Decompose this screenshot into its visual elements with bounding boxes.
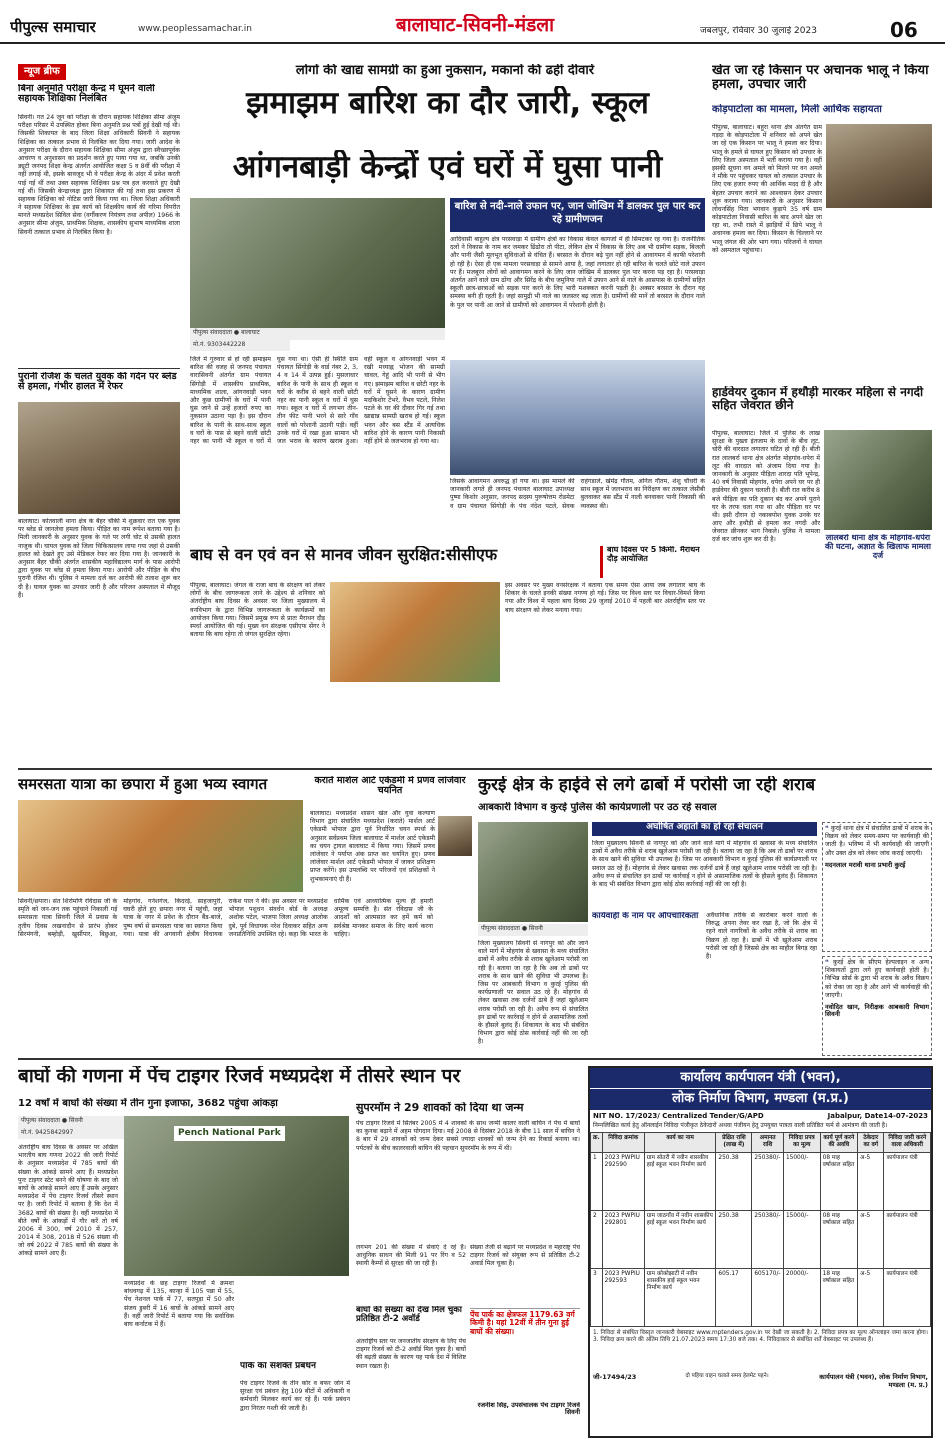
- flood-bridge-photo: [450, 360, 705, 475]
- tender-code: जी-17494/23: [593, 1372, 637, 1381]
- martial-body: बालाघाट। मध्यप्रदेश शासन खेल और युवा कल्याण विभाग द्वारा संचालित मध्यप्रदेश (कराते) मार्शल आर्ट एकेडमी भोपाल द्वारा पूर्व निर्धारित चयन स्पर्धा के अनुसार सर्वप्रथम जिला बालाघाट में मार्शल आर्ट एकेडमी का चयन ट्रायल बालाघाट में किया गया। जिसमें प्रणव लांजेवार ने पर्याप्त अंक प्राप्त कर चयनित हुए। प्रणव लांजेवार मार्शल आर्ट एकेडमी भोपाल में जाकर प्रशिक्षण प्राप्त करेंगे। इस उपलब्धि पर परिजनों एवं प्रशिक्षकों ने शुभकामनाएं दी हैं।: [310, 810, 435, 883]
- tender-cell: 2023 PWPIU 292590: [602, 1152, 644, 1210]
- liquor-side-quote-1: [822, 822, 932, 952]
- liquor-side-text-2: कुरई क्षेत्र के सीएम हेल्पलाइन व अन्य शिकायतों द्वारा लगे हुए कार्यवाही होती है। विभिन्न सोर्स के द्वारा भी शराब के अवैध विक्रय को रोका जा रहा है और आगे भी कार्यवाही की जाएगी।: [825, 959, 929, 999]
- brief-headline-1[interactable]: बिना अनुमति परीक्षा केन्द्र में घूमने वाली सहायक शिक्षिका निलंबित: [18, 84, 155, 105]
- tiger-count-mobile: मो.नं. 9425842997: [18, 1128, 128, 1139]
- tender-cell: 20000/-: [783, 1268, 820, 1326]
- tender-intro: निम्नलिखित कार्य हेतु ऑनलाईन निविदा पंजीकृत ठेकेदारों अथवा पंजीयन हेतु उपयुक्त पात्रता वाली प्रतिष्ठित फर्म से आमंत्रण की जाती है।: [593, 1122, 888, 1130]
- tender-footline: दो पहिया वाहन चलाते समय हेलमेट पहने।: [685, 1372, 769, 1379]
- robbery-body: पीपुल्स, बालाघाट। जिले में पुलिस के लाख सुरक्षा के पुख्ता इंतजाम के दावों के बीच लूट, चोरी की वारदात लगातार घटित हो रही हैं। बीती रात लालबर्रा थाना क्षेत्र अंतर्गत मोहगांव-धपेरा में लूट की वारदात को अंजाम दिया गया है। जानकारी के अनुसार पीड़िता शारदा पति भूपेन्द्र, 40 वर्ष निवासी मोहगांव, धपेरा अपने घर पर ही हार्डवेयर की दुकान चलाती है। बीती रात करीब 8 बजे पीड़िता का पति दुकान बंद कर अपने पुराने घर के तरफ चला गया था और पीड़िता घर पर थी। इसी दौरान दो नकाबपोश युवक उनके घर आए और हथौड़ी से हमला कर नगदी और जेवरात छीनकर भाग निकले। पुलिस ने मामला दर्ज कर जांच शुरू कर दी है।: [712, 430, 820, 544]
- tender-cell: 2: [591, 1210, 603, 1268]
- liquor-bar: अघोषित अहातों का हो रहा संचालन: [592, 822, 817, 836]
- quote-icon: ❝: [825, 825, 831, 832]
- tiger-day-body: पीपुल्स, बालाघाट। जंगल के राजा बाघ के संरक्षण को लेकर लोगों के बीच जागरूकता लाने के उद्देश्य से शनिवार को अंतर्राष्ट्रीय बाघ दिवस के अवसर पर जिला मुख्यालय में वनविभाग के द्वारा विभिन्न जागरूकता के कार्यक्रमों का आयोजन किया गया। जिसमें प्रमुख रूप से प्रातः मैराथन दौड़ स्पर्धा आयोजित की गई। मुख्य वन संरक्षक एसीएफ सेंगर ने बताया कि बाघ रहेगा तो जंगल सुरक्षित रहेगा।: [190, 582, 325, 639]
- tender-cell: 1: [591, 1152, 603, 1210]
- quote-icon: ❝: [825, 959, 833, 966]
- tender-title-1: कार्यालय कार्यपालन यंत्री (भवन),: [590, 1068, 931, 1088]
- park-management-sub: पार्क का सशक्त प्रबंधन: [240, 1362, 316, 1371]
- bear-body: पीपुल्स, बालाघाट। बहुरा थाना क्षेत्र अंतर्गत ग्राम गड़दा के कोड़पाटोला में शनिवार को अपने खेत जा रहे एक किसान पर भालू ने हमला कर दिया। भालू के हमले से घायल हुए किसान को उपचार के लिए जिला अस्पताल में भर्ती कराया गया है। वहीं इसकी सूचना वन अमले को मिलने पर वन अमले ने मौके पर पहुंचकर घायल को तत्काल उपचार के लिए एक हजार रुपए की आर्थिक मदद दी है और बेहतर उपचार कराने का आश्वासन देकर उपचार शुरू कराया गया। जानकारी के अनुसार किसान लोधनसिंह पिता भगवान कुड़ापे 35 वर्ष ग्राम कोड़पाटोला निवासी बारिश के बाद अपने खेत जा रहा था, तभी रास्ते में झाड़ियों में छिपे भालू ने अचानक हमला कर दिया। किसान के चिल्लाने पर भालू जंगल की ओर भाग गया। परिजनों ने घायल को अस्पताल पहुंचाया।: [712, 124, 822, 254]
- t2-award-body-2: संख्या तेजी से बढ़ाने पर मध्यप्रदेश व महाराष्ट्र पेंच टाइगर रिजर्व को संयुक्त रूप से प्रतिष्ठित टी-2 अवार्ड मिल चुका है।: [470, 1244, 580, 1268]
- tender-cell: 2023 PWPIU 292593: [602, 1268, 644, 1326]
- tender-cell: 08 माह वर्षाकाल सहित: [820, 1152, 857, 1210]
- lead-byline: पीपुल्स संवाददाता ● बालाघाट: [190, 328, 445, 340]
- liquor-headline[interactable]: कुरई क्षेत्र के हाईवे से लगे ढाबों में परोसी जा रही शराब: [478, 776, 816, 795]
- brief-text-1: सिवनी। गत 24 जून को परीक्षा के दौरान सहायक शिक्षिका सीमा अंजुम परीक्षा परिसर में उपस्थित होकर बिना अनुमति प्रश्न पत्रों हुई देखी गई थी। जिसकी शिकायत के बाद जिला शिक्षा अधिकारी सिवनी ने सहायक शिक्षिका का तत्काल प्रभाव से निलंबित कर दिया गया। जारी आदेश के अनुसार परीक्षा के दौरान सहायक शिक्षिका सीमा अंजुम द्वारा स्वैच्छापूर्वक आचरण व अनुशासन का प्रदर्शन करते हुए पाया गया था, जबकि उनकी ड्यूटी जनपद शिक्षा केन्द्र अंतर्गत आयोजित कक्षा 5 व 8वीं की परीक्षा में नहीं लगाई थी, इसके बावजूद भी वे परीक्षा केन्द्र के अंदर में प्रवेश करती पाई गई थीं तथा उक्त सहायक शिक्षिका प्रश्न पत्र हल करवाते हुए देखी गई थीं। जिसकी केन्द्राध्यक्ष द्वारा शिकायत की गई तथा इस प्रकरण में सहायक शिक्षिका को नोटिस जारी किया गया था। जिला शिक्षा अधिकारी ने सहायक शिक्षिका के इस कार्य को शिक्षकीय कार्य की गरिमा विपरीत मानते मध्यप्रदेश सिविल सेवा (वर्गीकरण नियंत्रण तथा अपील) 1966 के अनुसार सीमा अंजुम, प्राथमिक शिक्षक, शासकीय सुभाष माध्यमिक शाला सिवनी तत्काल प्रभाव से निलंबित किया है।: [18, 114, 180, 236]
- masthead: [0, 0, 945, 44]
- tender-th: प्रेक्षित राशि (लाख में): [716, 1133, 752, 1152]
- robbery-photo-caption: लालबर्रा थाना क्षेत्र के मोहगांव-धपेरा की घटना, अज्ञात के खिलाफ मामला दर्ज: [825, 534, 931, 560]
- tender-th: कार्य पूर्ण करने की अवधि: [820, 1133, 857, 1152]
- tender-cell: ग्राम सोतरी में नवीन शासकीय हाई स्कूल भवन निर्माण कार्य: [644, 1152, 716, 1210]
- table-row: [591, 1210, 931, 1268]
- table-row: [591, 1152, 931, 1210]
- lead-kicker: लोगों की खाद्य सामग्री का हुआ नुकसान, मकानों की ढहीं दीवारें: [295, 64, 595, 78]
- bear-subheadline: कोड़पाटोला का मामला, मिली आर्थिक सहायता: [712, 104, 882, 115]
- tiger-count-sign: रजनीश सिंह, उपसंचालक पेंच टाइगर रिजर्व सिवनी: [477, 1402, 580, 1417]
- lead-body: जिले में गुरुवार से हो रही झमाझम बारिश की वजह से जनपद पंचायत वारासिवनी अंतर्गत ग्राम पंचायत सिंगोड़ी में शासकीय प्राथमिक, माध्यमिक शाला, आंगनवाड़ी भवन और कुछ ग्रामीणों के घरों में पानी घुस जाने से उन्हें हजारों रुपए का नुकसान उठाना पड़ा है। इस दौरान बारिश के पानी के साथ-साथ स्कूल व घरों के पास से बहने वाली छोटी नहर का पानी भी स्कूल व घरों में घुस गया था। ऐसी ही स्थिति ग्राम पंचायत सिंगोड़ी के वार्ड नंबर 2, 3, 4 व 14 में उत्पन्न हुई। मुसलाधार बारिश के पानी के साथ ही स्कूल व घरों के करीब से बहने वाली छोटी नहर का पानी स्कूल व घरों में घुस गया। स्कूल व घरों में लगभग तीन-तीन फीट पानी भरने से सारे गाँव वालों को परेशानी उठानी पड़ी। वहीं उनके घरों में रखा हुआ सामान भी जल भराव के कारण खराब हुआ। वहीं स्कूल व आंगनवाड़ी भवन में रखी मध्याह्न भोजन की सामग्री चावल, गेहूं आदि भी पानी से भीग गए। झमाझम बारिश व छोटी नहर के घरों में घुसने के कारण ग्रामीण मदकिशोर टेंभरे, वैभव पटले, निलेश पटले के घर की दीवार गिर गई तथा खाद्यान्न सामग्री खराब हो गई। स्कूल भवन और बस स्टैंड में अत्यधिक बारिश होने के कारण पानी निकासी नहीं होने से जलभराव हो गया था।: [190, 356, 445, 445]
- tender-cell: 250380/-: [752, 1210, 784, 1268]
- student-photo: [438, 816, 472, 856]
- flood-body: आदिवासी बाहुल्य क्षेत्र परसवाड़ा में ग्रामीण क्षेत्रों का विकास केवल कागजों में ही सिमटकर रह गया है। राजनीतिक दलों ने विकास के नाम कर जमकर ढिंढोरा तो पीटा, लेकिन क्षेत्र में विकास के लिए अब भी ग्रामीण सड़क, बिजली और पानी जैसी मूलभूत सुविधाओं से वंचित हैं। बरसात के दौरान बढ़े पुल नहीं होने से आवागमन में काफी परेशानी हो रही है। ऐसा ही एक मामला परसवाड़ा से सामने आया है, जहां लगातार हो रही बारिश के चलते छोटे नाले उफान पर हैं। मजबूरन लोगों को आवागमन करने के लिए जान जोखिम में डालकर पुल पार करना पड़ रहा है। परसवाड़ा अंतर्गत आने वाले ग्राम ढोंगा और सिरेंद्र के बीच जमुनिया नाले में उफान आने से नाले के आसपास के ग्रामीणों सहित स्कूली छात्र-छात्राओं को सड़क पार करने के लिए भारी मशक्कत करनी पड़ती है। अक्सर बरसात के दौरान यह समस्या बनी ही रहती है। जहां सामुद्री भी नाले का जलस्तर बढ़ जाता है। ग्रामीणों की मानें तो बरसात के दौरान नाले के पुल पर पानी आ जाने से ग्रामीणों को आवागमन में परेशानी होती है।: [450, 236, 705, 309]
- tender-cell: कार्यपालन यंत्री: [884, 1210, 931, 1268]
- pench-info-box: पेंच पार्क का क्षेत्रफल 1179.63 वर्ग किमी है। यहां 12वीं में तीन गुना हुई बाघों की संख्या।: [470, 1308, 580, 1398]
- liquor-body: जिला मुख्यालय सिवनी से नागपुर को और जाने वाले मार्ग में मोहगांव से खवासा के मध्य संचालित ढाबों में अवैध तरीके से शराब खुलेआम परोसी जा रही है। बताया जा रहा है कि अब तो ढाबों पर शराब के साथ खाने की सुविधा भी उपलब्ध है। जिस पर आबकारी विभाग व कुरई पुलिस की कार्यप्रणाली पर सवाल उठ रहे हैं। मोहगांव से लेकर खवासा तक दर्जनों ढाबे हैं जहां खुलेआम शराब परोसी जा रही है। अवैध रूप से संचालित इन ढाबों पर कार्रवाई न होने से असामाजिक तत्वों के हौसले बुलंद हैं। शिकायत के बाद भी संबंधित विभाग द्वारा कोई ठोस कार्रवाई नहीं की जा रही है।: [592, 840, 817, 888]
- tender-sign: कार्यपालन यंत्री (भवन), लोक निर्माण विभाग, मण्डला (म. प्र.): [819, 1372, 928, 1389]
- tender-th: निविदा प्रपत्र का मूल्य: [783, 1133, 820, 1152]
- tiger-count-body-2: मध्यप्रदेश के छह टाइगर रिजर्वों में क्रमशः बांधवगढ़ में 135, कान्हा में 105 पन्ना में 55, पेंच नेशनल पार्क में 77, सतपुड़ा में 50 और संजय डुबरी में 16 बाघों के आंकड़े सामने आए हैं। वहीं जारी रिपोर्ट में बताया गया कि सर्वाधिक बाघ कर्नाटक में हैं।: [124, 1280, 234, 1328]
- dateline: जबलपुर, रविवार 30 जुलाई 2023: [700, 26, 817, 36]
- tender-cell: अ-5: [858, 1210, 884, 1268]
- website-link[interactable]: www.peoplessamachar.in: [138, 24, 252, 34]
- lead-headline-2[interactable]: आंगनबाड़ी केन्द्रों एवं घरों में घुसा पानी: [232, 150, 663, 185]
- newspaper-logo: पीपुल्स समाचार: [10, 18, 96, 36]
- liquor-sign-2: नवोदित खान, निरीक्षक आबकारी विभाग सिवनी: [825, 1002, 929, 1019]
- tender-th: निविदा जारी करने वाला अधिकारी: [884, 1133, 931, 1152]
- t2-award-body: अंतर्राष्ट्रीय स्तर पर जनजातीय संरक्षण के लिए पेंच टाइगर रिजर्व को टी-2 अवॉर्ड मिल चुका है। बाघों की बढ़ती संख्या के कारण यह पार्क देश में विशिष्ट स्थान रखता है।: [356, 1338, 466, 1370]
- page-number: 06: [890, 18, 918, 42]
- table-row: [591, 1268, 931, 1326]
- martial-headline[interactable]: कराते मार्शल आर्ट एकेडमी में प्रणव लांजेवार चयनित: [314, 776, 466, 797]
- tender-table: [590, 1132, 931, 1326]
- liquor-body-extra: जिला मुख्यालय सिवनी से नागपुर को और जाने वाले मार्ग में मोहगांव से खवासा के मध्य संचालित ढाबों में अवैध तरीके से शराब खुलेआम परोसी जा रही है। बताया जा रहा है कि अब तो ढाबों पर शराब के साथ खाने की सुविधा भी उपलब्ध है। जिस पर आबकारी विभाग व कुरई पुलिस की कार्यप्रणाली पर सवाल उठ रहे हैं। मोहगांव से लेकर खवासा तक दर्जनों ढाबे हैं जहां खुलेआम शराब परोसी जा रही है। अवैध रूप से संचालित इन ढाबों पर कार्रवाई न होने से असामाजिक तत्वों के हौसले बुलंद हैं। शिकायत के बाद भी संबंधित विभाग द्वारा कोई ठोस कार्रवाई नहीं की जा रही है।: [478, 940, 588, 1046]
- flooded-school-photo: [190, 198, 445, 328]
- liquor-side-quote-2: [822, 956, 932, 1056]
- tender-date: Jabalpur, Date14-07-2023: [827, 1111, 928, 1120]
- t2-award-headline[interactable]: बाघों की संख्या को देख मिल चुका प्रतिष्ठित टी-2 अवॉर्ड: [356, 1306, 462, 1325]
- liquor-side-text-1: कुरई थाना क्षेत्र में संचालित ढाबों में शराब के विक्रय को लेकर समय-समय पर कार्यवाही की जाती है। भविष्य में भी कार्यवाही की जाएगी और उक्त क्षेत्र को लेकर जांच कराई जाएगी।: [825, 825, 929, 857]
- tender-cell: ग्राम जाठगाँव में नवीन शासकीय हाई स्कूल भवन निर्माण कार्य: [644, 1210, 716, 1268]
- liquor-byline: पीपुल्स संवाददाता ● सिवनी: [478, 924, 588, 936]
- hospital-photo: [18, 402, 180, 514]
- tender-th: क्र.: [591, 1133, 603, 1152]
- news-brief-label: न्यूज ब्रीफ: [18, 64, 66, 80]
- tender-cell: 3: [591, 1268, 603, 1326]
- section-divider: [18, 768, 932, 770]
- tender-footer: [590, 1371, 931, 1391]
- liquor-sign-1: मदनलाल मरावी थाना प्रभारी कुरई: [825, 860, 906, 869]
- tender-cell: ग्राम कोकोझाटी में नवीन शासकीय हाई स्कूल भवन निर्माण कार्य: [644, 1268, 716, 1326]
- tiger-day-body-2: इस अवसर पर मुख्य वनसंरक्षक ने बताया एक समय ऐसा आया जब लगातार बाघ के शिकार के चलते इनकी संख्या नगण्य हो गई। जिस पर विश्व स्तर पर विचार-विमर्श किया गया और विश्व में पहला बाघ दिवस 29 जुलाई 2010 में पहली बार अंतर्राष्ट्रीय स्तर पर बाघ संरक्षण को लेकर मनाया गया।: [505, 582, 705, 614]
- tender-cell: 250.38: [716, 1210, 752, 1268]
- tender-th: ठेकेदार का वर्ग: [858, 1133, 884, 1152]
- tiger-count-byline: पीपुल्स संवाददाता ● सिवनी: [18, 1116, 168, 1128]
- tiger-day-headline[interactable]: बाघ से वन एवं वन से मानव जीवन सुरक्षित:सीसीएफ: [190, 546, 498, 564]
- robbery-headline[interactable]: हार्डवेयर दुकान में हथौड़ी मारकर महिला से नगदी सहित जेवरात छीने: [712, 386, 924, 413]
- pench-label: Pench National Park: [174, 1126, 285, 1141]
- tender-ref-row: [590, 1110, 931, 1123]
- lead-headline-1[interactable]: झमाझम बारिश का दौर जारी, स्कूल: [246, 86, 649, 121]
- injured-farmer-photo: [826, 124, 932, 208]
- tender-notes: 1. निविदा से संबंधित विस्तृत जानकारी वेबसाइट www.mptenders.gov.in पर देखी जा सकती है। 2. निविदा प्रपत्र का मूल्य ऑनलाइन जमा करना होगा। 3. निविदा क्रय करने की अंतिम तिथि 21.07.2023 समय 17:30 बजे तक। 4. निविदाकार से संबंधित शर्तें वेबसाइट पर उपलब्ध हैं।: [593, 1329, 928, 1344]
- bear-headline[interactable]: खेत जा रहे किसान पर अचानक भालू ने किया हमला, उपचार जारी: [712, 64, 929, 93]
- dhaba-photo: [478, 822, 588, 922]
- brief-headline-2[interactable]: पुरानी रंजिश के चलते युवक की गर्दन पर ब्लेड से हमला, गंभीर हालत में रेफर: [18, 372, 177, 393]
- tender-cell: 15000/-: [783, 1210, 820, 1268]
- tender-cell: अ-5: [858, 1268, 884, 1326]
- liquor-bar-2: कार्यवाही के नाम पर औपचारिकता: [592, 912, 699, 921]
- section-title: बालाघाट-सिवनी-मंडला: [395, 14, 555, 36]
- divider: [18, 368, 180, 369]
- tender-cell: 08 माह वर्षाकाल सहित: [820, 1210, 857, 1268]
- tiger-day-side: बाघ दिवस पर 5 किमी. मैराथन दौड़ आयोजित: [600, 546, 705, 578]
- tender-nit: NIT NO. 17/2023/ Centralized Tender/G/APD: [593, 1111, 764, 1120]
- samrasta-body: सिवनी/छपारा। संत शिरोमणि रविदास जी के स्मृति को जन-जन तक पहुंचाने निकाली गई समरसता यात्रा सिवनी जिले में प्रवास के तृतीय दिवस लखनादौन से प्रारंभ होकर सिरमंगनी, बम्होड़ी, खुर्सीपार, बिछुआ, मोहगांव, गनेशगंज, किंदरई, साहजापुरी, घघरी होते हुए छपारा नगर में पहुंची, जहां यात्रा के नगर में प्रवेश के दौरान बैंड-बाजे, पुष्प वर्षा से समरसता यात्रा का स्वागत किया गया। यात्रा की अगवानी क्षेत्रीय विधायक राकेश पाल ने की। इस अवसर पर मध्यप्रदेश भोपाल पशुधन संवर्धन बोर्ड के अध्यक्ष अशोक पटेल, भाजपा जिला अध्यक्ष आलोक दुबे, पूर्व विधायक नरेश दिवाकर सहित अन्य जनप्रतिनिधि उपस्थित रहे। कहा कि भारत के धार्मिक एवं आध्यात्मिक मूल्य ही हमारी अमूल्य सम्पत्ति है। संत रविदास जी के आदर्शों को आत्मसात कर हमें कर्म को सर्वश्रेष्ठ मानकर समाज के लिए कार्य करना चाहिए।: [18, 898, 433, 938]
- tender-cell: कार्यपालन यंत्री: [884, 1152, 931, 1210]
- supermom-body-2: लगभग 201 की संख्या में सेवाएं दे रहे हैं। आधुनिक साधन की मिली 91 पर रिंग व 52 स्थायी कैम्पों से सुरक्षा की जा रही है।: [356, 1244, 466, 1268]
- tender-th: निविदा क्रमांक: [602, 1133, 644, 1152]
- robbery-scene-photo: [824, 430, 932, 530]
- tender-cell: अ-5: [858, 1152, 884, 1210]
- samrasta-photo: [18, 800, 303, 892]
- tender-cell: 2023 PWPIU 292801: [602, 1210, 644, 1268]
- tender-cell: 15000/-: [783, 1152, 820, 1210]
- section-divider-2: [18, 1058, 932, 1060]
- samrasta-headline[interactable]: समरसता यात्रा का छपारा में हुआ भव्य स्वागत: [18, 776, 268, 793]
- tender-cell: 18 माह वर्षाकाल सहित: [820, 1268, 857, 1326]
- tiger-count-body-3: पेंच टाइगर रिजर्व के तीन कोर व बफर जोन में सुरक्षा एवं प्रबंधन हेतु 109 बीटों में अधिकारी व कर्मचारी मिलकर कार्य कर रहे हैं। पार्क प्रबंधन द्वारा निरंतर गश्ती की जाती है।: [240, 1380, 350, 1412]
- supermom-body: पेंच टाइगर रिजर्व में सितंबर 2005 में 4 शावकों के साथ जन्मी कालर वाली बाघिन ने पेंच में बाघों का कुनबा बढ़ाने में अहम योगदान दिया। मई 2008 से दिसंबर 2018 के बीच 11 साल में बाघिन ने 8 बार में 29 शावकों को जन्म देकर सबसे ज्यादा शावकों को जन्म देने का रिकार्ड बनाया था। पर्यटकों के बीच कालरवाली बाघिन की पहचान सुपरमॉम के रूप में थी।: [356, 1120, 580, 1152]
- flood-body-2: जिसके आवागमन अवरुद्ध हो गया था। इस मामले की जानकारी लगते ही जनपद पंचायत बालाघाट उपाध्यक्ष पुष्पा किशोर अनुसार, जनपद सदस्य पुरूषोत्तम रोडमेटा व ग्राम पंचायत सिंगोड़ी के पंच नंदेश पटले, सेवक राहंगडाले, खेमेंद्र गौतम, अनिल गौतम, शेशु चौधरी के साथ स्कूल में जलभराव का निरीक्षण कर तत्काल जेसीबी बुलवाकर बस स्टैंड में नाली बनवाकर पानी निकासी की व्यवस्था की।: [450, 478, 705, 510]
- tender-title-2: लोक निर्माण विभाग, मण्डला (म.प्र.): [590, 1088, 931, 1109]
- tender-header-row: [591, 1133, 931, 1152]
- supermom-headline[interactable]: सुपरमॉम ने 29 शावकों को दिया था जन्म: [356, 1102, 524, 1114]
- tiger-count-headline[interactable]: बाघों की गणना में पेंच टाइगर रिजर्व मध्यप्रदेश में तीसरे स्थान पर: [18, 1066, 461, 1087]
- tiger-count-sub: 12 वर्षों में बाघों की संख्या में तीन गुना इजाफा, 3682 पहुंचा आंकड़ा: [18, 1098, 278, 1109]
- tender-cell: कार्यपालन यंत्री: [884, 1268, 931, 1326]
- tender-th: कार्य का नाम: [644, 1133, 716, 1152]
- tigers-photo: [124, 1116, 349, 1276]
- brief-label-box: [18, 64, 103, 80]
- tender-cell: 605.17: [716, 1268, 752, 1326]
- liquor-body-2: अवैधानिक तरीके से कारोबार करने वालों के विरुद्ध अपना तेवर कर रखा है, जो कि क्षेत्र में रहने वाले नागरिकों के अवैध तरीके से शराब का विक्रय हो रहा है। ढाबों में भी खुलेआम शराब परोसी जा रही है जिससे क्षेत्र का माहौल बिगड़ रहा है।: [706, 912, 817, 960]
- brief-text-2: बालाघाट। कोतवाली थाना क्षेत्र के बैहर चौकी में शुक्रवार रात एक युवक पर ब्लेड से जानलेवा हमला किया। पीड़ित का नाम रूपेश बताया गया है। मिली जानकारी के अनुसार युवक के गले पर लगी चोट से उसकी हालत नाजुक थी। घायल युवक को जिला चिकित्सालय लाया गया जहां से उसकी हालत को देखते हुए उसे मेडिकल रेफर कर दिया गया है। जानकारी के अनुसार बैहर चौकी अंतर्गत शासकीय महाविद्यालय मार्ग के पास आरोपी द्वारा युवक पर ब्लेड से हमला किया गया। आरोपी और पीड़ित के बीच पुरानी रंजिश थी। पुलिस ने मामला दर्ज कर आरोपी की तलाश शुरू कर दी है। घायल युवक का उपचार जारी है और परिजन अस्पताल में मौजूद हैं।: [18, 518, 180, 599]
- tender-th: अमानत राशि: [752, 1133, 784, 1152]
- liquor-subheadline: आबकारी विभाग व कुरई पुलिस की कार्यप्रणाली पर उठ रहे सवाल: [478, 802, 717, 813]
- tender-cell: 250.38: [716, 1152, 752, 1210]
- tiger-count-body: अंतर्राष्ट्रीय बाघ दिवस के अवसर पर अखिल भारतीय बाघ गणना 2022 की जारी रिपोर्ट के अनुसार मध्यप्रदेश में 785 बाघों की संख्या के आंकड़े सामने आए हैं। मध्यप्रदेश पुनः टाइगर स्टेट बनने की घोषणा के बाद जो बाघों के आंकड़े सामने आए हैं उसके अनुसार मध्यप्रदेश में पेंच टाइगर रिजर्व तीसरे स्थान पर है। जारी रिपोर्ट में बताया है कि देश में 3682 बाघों की संख्या है। वहीं मध्यप्रदेश में बीते वर्षों के आंकड़ों में गौर करें तो वर्ष 2006 में 300, वर्ष 2010 में 257, 2014 में 308, 2018 में 526 संख्या थी जो वर्ष 2022 में 785 बाघों की संख्या के आंकड़े सामने आए हैं।: [18, 1144, 118, 1258]
- tender-cell: 250380/-: [752, 1152, 784, 1210]
- flood-headline[interactable]: बारिश से नदी-नाले उफान पर, जान जोखिम में डालकर पुल पार कर रहे ग्रामीणजन: [450, 198, 705, 232]
- lead-mobile: मो.नं. 9303442228: [190, 340, 290, 351]
- tender-cell: 605170/-: [752, 1268, 784, 1326]
- tiger-day-rally-photo: [330, 582, 500, 682]
- tender-notice: [588, 1066, 933, 1438]
